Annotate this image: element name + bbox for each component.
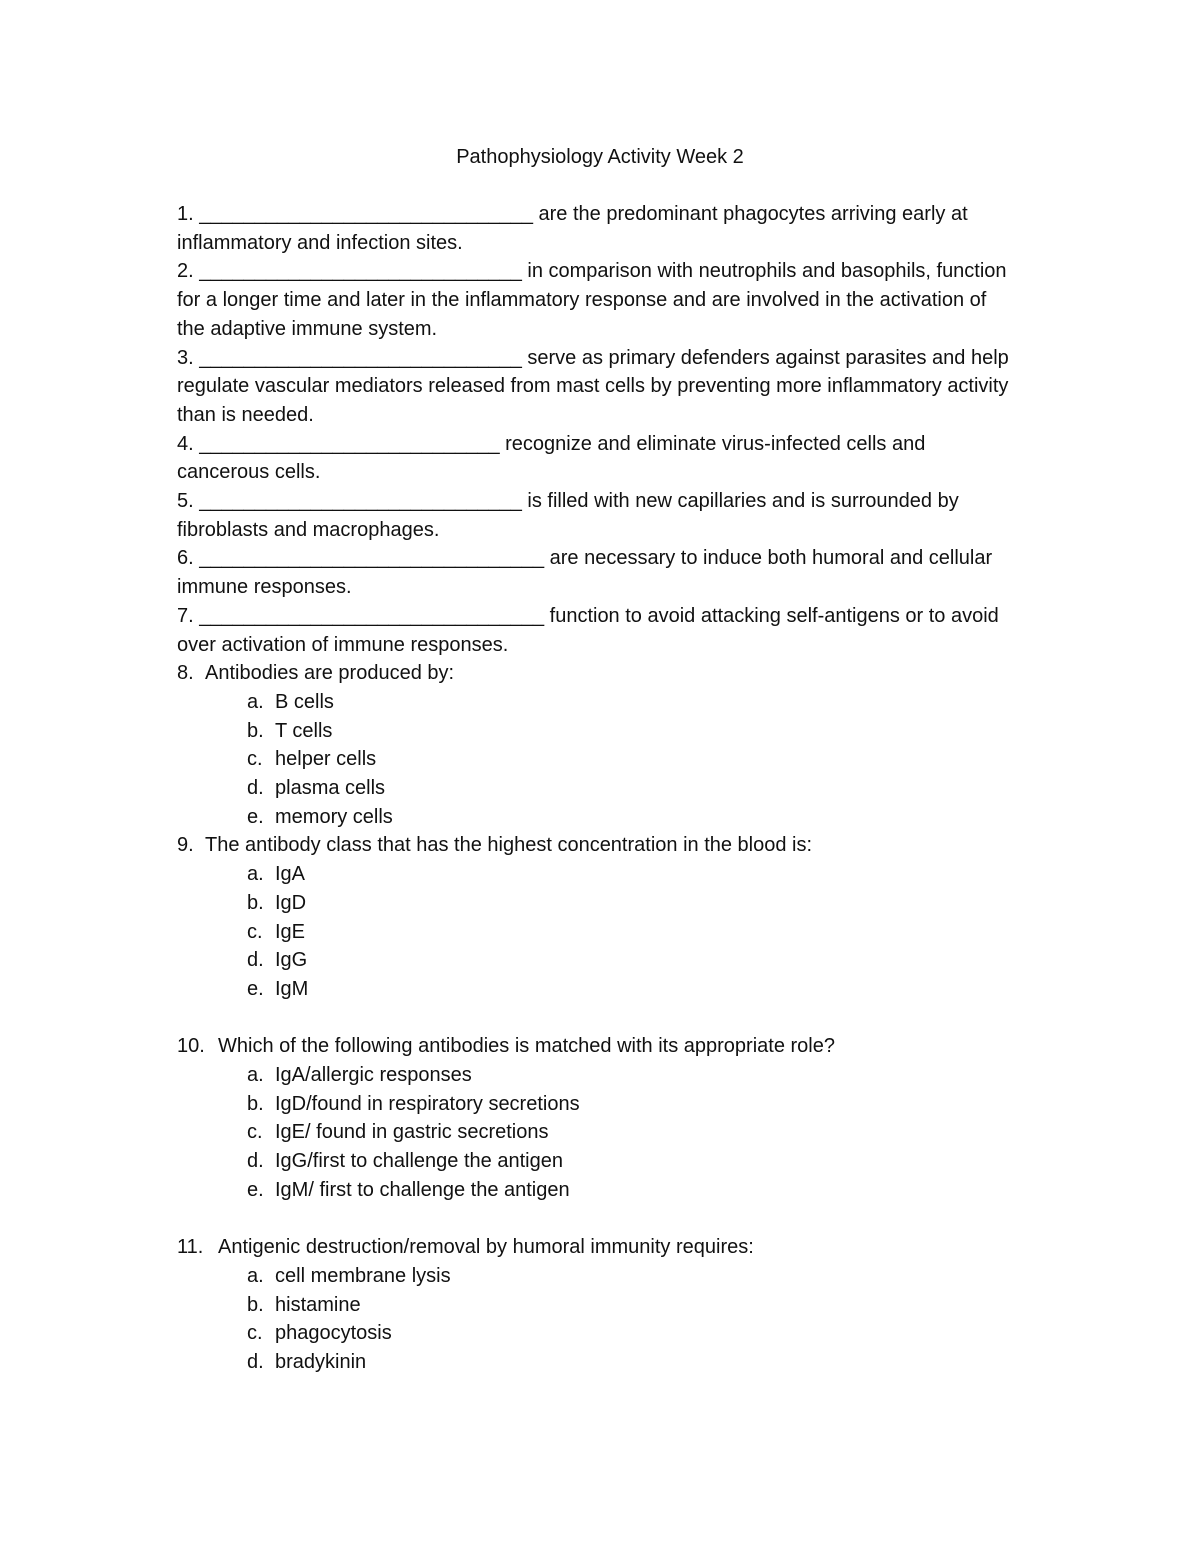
option-letter: d. (247, 1351, 264, 1374)
option-letter: d. (247, 1150, 264, 1173)
question-number: 9. (177, 834, 194, 857)
question-text: are necessary to induce both humoral and cellular immune responses. (177, 547, 993, 599)
option-letter: c. (247, 920, 263, 943)
option-letter: b. (247, 1092, 264, 1115)
option-item (247, 1262, 1017, 1291)
option-item (247, 1176, 1017, 1205)
option-item (247, 774, 1017, 803)
option-item (247, 717, 1017, 746)
question-text: The antibody class that has the highest concentration in the blood is: (205, 834, 813, 857)
question-text: recognize and eliminate virus-infected cells and cancerous cells. (177, 432, 926, 484)
question-text: Which of the following antibodies is matched with its appropriate role? (218, 1035, 835, 1058)
option-letter: a. (247, 1264, 264, 1287)
option-list (177, 1061, 1017, 1205)
option-text: IgM (275, 977, 309, 1000)
option-text: B cells (275, 690, 334, 713)
question-1 (177, 200, 1017, 257)
option-letter: b. (247, 891, 264, 914)
option-letter: c. (247, 1121, 263, 1144)
option-letter: b. (247, 1293, 264, 1316)
option-item (247, 1291, 1017, 1320)
question-3 (177, 344, 1017, 430)
option-text: IgG/first to challenge the antigen (275, 1150, 563, 1173)
option-list (177, 1262, 1017, 1377)
option-item (247, 1118, 1017, 1147)
option-text: phagocytosis (275, 1322, 392, 1345)
answer-blank: _____________________________ (199, 490, 522, 513)
option-item (247, 1061, 1017, 1090)
question-9 (177, 831, 1017, 1003)
option-text: helper cells (275, 748, 377, 771)
option-text: plasma cells (275, 777, 386, 800)
question-7 (177, 602, 1017, 659)
option-letter: c. (247, 1322, 263, 1345)
blank-line (177, 1004, 1017, 1033)
option-text: IgE (275, 920, 306, 943)
question-10 (177, 1032, 1017, 1204)
option-letter: a. (247, 690, 264, 713)
question-number: 8. (177, 662, 194, 685)
question-6 (177, 544, 1017, 601)
option-text: bradykinin (275, 1351, 367, 1374)
option-letter: b. (247, 719, 264, 742)
question-text: are the predominant phagocytes arriving early at inflammatory and infection sites. (177, 203, 968, 254)
option-item (247, 975, 1017, 1004)
worksheet-content (177, 200, 1017, 1377)
question-number: 6. (177, 547, 194, 570)
option-text: IgA/allergic responses (275, 1064, 472, 1087)
option-item (247, 1348, 1017, 1377)
question-text: function to avoid attacking self-antigens or to avoid over activation of immune responses. (177, 604, 999, 656)
option-letter: c. (247, 748, 263, 771)
option-text: IgD (275, 891, 307, 914)
option-item (247, 889, 1017, 918)
answer-blank: ______________________________ (199, 203, 533, 225)
question-number: 3. (177, 346, 194, 369)
option-list (177, 860, 1017, 1004)
option-list (177, 688, 1017, 832)
blank-line (177, 1205, 1017, 1234)
option-text: cell membrane lysis (275, 1264, 451, 1287)
option-item (247, 1319, 1017, 1348)
question-number: 4. (177, 432, 194, 455)
option-text: T cells (275, 719, 333, 742)
option-letter: d. (247, 777, 264, 800)
option-item (247, 1147, 1017, 1176)
option-letter: e. (247, 977, 264, 1000)
option-letter: a. (247, 863, 264, 886)
answer-blank: _____________________________ (199, 346, 522, 369)
option-letter: e. (247, 805, 264, 828)
answer-blank: ___________________________ (199, 432, 500, 455)
option-item (247, 745, 1017, 774)
question-number: 1. (177, 203, 194, 225)
option-letter: a. (247, 1064, 264, 1087)
option-item (247, 1090, 1017, 1119)
question-number: 10. (177, 1035, 205, 1058)
question-text: is filled with new capillaries and is surrounded by fibroblasts and macrophages. (177, 490, 959, 541)
question-text: Antibodies are produced by: (205, 662, 455, 685)
answer-blank: _______________________________ (199, 547, 545, 570)
option-text: IgM/ first to challenge the antigen (275, 1178, 570, 1201)
question-number: 11. (177, 1236, 204, 1259)
option-text: IgE/ found in gastric secretions (275, 1121, 549, 1144)
option-text: IgD/found in respiratory secretions (275, 1092, 580, 1115)
option-text: histamine (275, 1293, 361, 1316)
option-letter: d. (247, 949, 264, 972)
question-text: serve as primary defenders against parasites and help regulate vascular mediators released from mast cells by preventing more inflammatory activity than is needed. (177, 346, 1009, 426)
question-text: Antigenic destruction/removal by humoral immunity requires: (218, 1236, 754, 1259)
option-text: memory cells (275, 805, 393, 828)
question-11 (177, 1233, 1017, 1377)
option-item (247, 688, 1017, 717)
page-title: Pathophysiology Activity Week 2 (456, 146, 744, 168)
option-letter: e. (247, 1178, 264, 1201)
option-item (247, 803, 1017, 832)
option-item (247, 918, 1017, 947)
question-8 (177, 659, 1017, 831)
question-2 (177, 257, 1017, 343)
question-number: 7. (177, 604, 194, 627)
question-4 (177, 430, 1017, 487)
option-item (247, 946, 1017, 975)
option-item (247, 860, 1017, 889)
question-number: 2. (177, 260, 194, 283)
question-text: in comparison with neutrophils and basophils, function for a longer time and later in the inflammatory response and are involved in the activation of the adaptive immune system. (177, 260, 1007, 340)
option-text: IgA (275, 863, 306, 886)
answer-blank: _______________________________ (199, 604, 545, 627)
answer-blank: _____________________________ (199, 260, 522, 283)
option-text: IgG (275, 949, 308, 972)
question-5 (177, 487, 1017, 544)
question-number: 5. (177, 490, 194, 513)
